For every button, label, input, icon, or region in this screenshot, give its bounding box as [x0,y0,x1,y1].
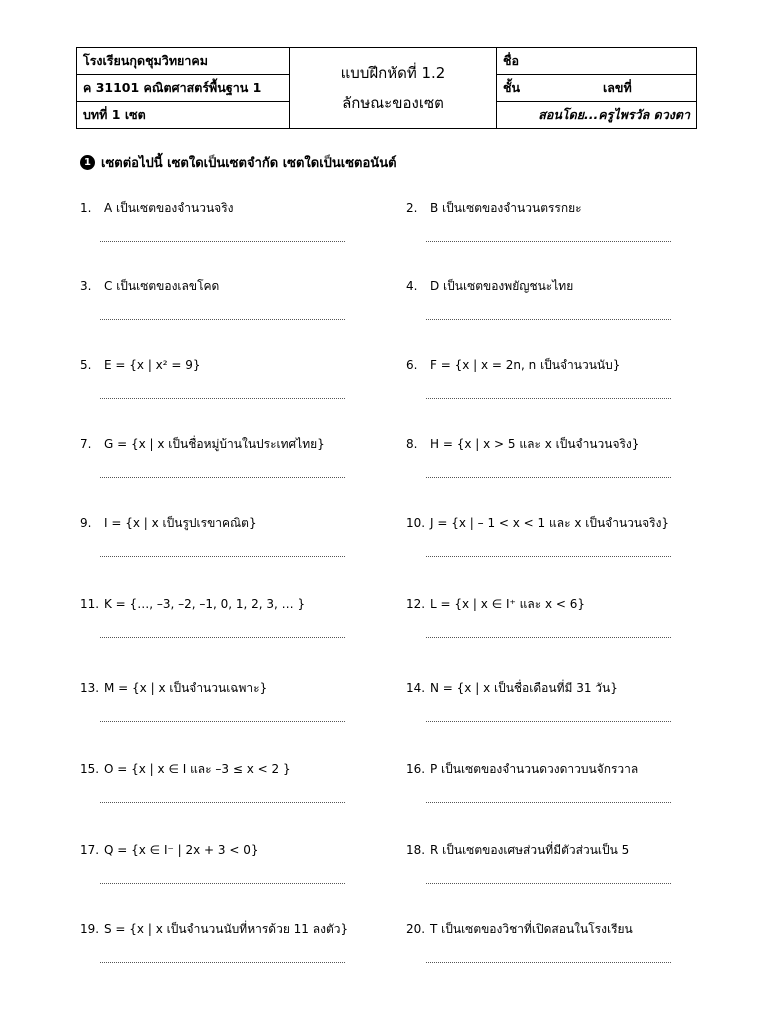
question-number: 3. [80,279,92,293]
question-number: 9. [80,516,92,530]
answer-line[interactable] [426,636,671,638]
answer-line[interactable] [100,555,345,557]
question-text: R เป็นเซตของเศษส่วนที่มีตัวส่วนเป็น 5 [430,843,630,857]
question-number: 6. [406,358,418,372]
exercise-title: แบบฝึกหัดที่ 1.2 [340,64,446,82]
question-text: G = {x | x เป็นชื่อหมู่บ้านในประเทศไทย} [104,437,325,451]
question-item [406,759,706,803]
question-number: 10. [406,516,426,530]
question-number: 18. [406,843,426,857]
question-item [80,594,380,638]
question-text: Q = {x ∈ I⁻ | 2x + 3 < 0} [104,843,259,857]
question-text: K = {…, –3, –2, –1, 0, 1, 2, 3, … } [104,597,306,611]
question-item [80,355,380,399]
instruction [80,152,397,173]
question-item [80,276,380,320]
name-label: ชื่อ [497,48,697,75]
course-name: ค 31101 คณิตศาสตร์พื้นฐาน 1 [77,75,290,102]
answer-line[interactable] [100,961,345,963]
question-number: 13. [80,681,100,695]
question-text: T เป็นเซตของวิชาที่เปิดสอนในโรงเรียน [430,922,633,936]
question-item [406,434,706,478]
answer-line[interactable] [426,318,671,320]
question-number: 7. [80,437,92,451]
question-text: S = {x | x เป็นจำนวนนับที่หารด้วย 11 ลงตัว} [104,922,349,936]
question-text: C เป็นเซตของเลขโคด [104,279,220,293]
question-number: 4. [406,279,418,293]
number-label: เลขที่ [603,80,632,95]
answer-line[interactable] [100,318,345,320]
answer-line[interactable] [426,882,671,884]
answer-line[interactable] [426,720,671,722]
question-item [80,678,380,722]
answer-line[interactable] [426,801,671,803]
question-number: 12. [406,597,426,611]
question-number: 17. [80,843,100,857]
answer-line[interactable] [100,476,345,478]
question-item [406,513,706,557]
question-text: A เป็นเซตของจำนวนจริง [104,201,234,215]
question-item [80,513,380,557]
question-text: H = {x | x > 5 และ x เป็นจำนวนจริง} [430,437,640,451]
question-number: 8. [406,437,418,451]
question-number: 15. [80,762,100,776]
chapter-name: บทที่ 1 เซต [77,102,290,129]
answer-line[interactable] [100,720,345,722]
question-number: 2. [406,201,418,215]
question-text: B เป็นเซตของจำนวนตรรกยะ [430,201,582,215]
grade-label: ชั้น [503,80,521,95]
answer-line[interactable] [100,882,345,884]
question-item [80,840,380,884]
question-item [406,919,706,963]
exercise-subtitle: ลักษณะของเซต [342,94,444,112]
question-text: F = {x | x = 2n, n เป็นจำนวนนับ} [430,358,621,372]
exercise-title-cell [290,48,497,129]
question-number: 19. [80,922,100,936]
answer-line[interactable] [100,240,345,242]
question-item [80,759,380,803]
numbered-bullet-icon: 1 [80,155,95,170]
answer-line[interactable] [426,240,671,242]
question-number: 1. [80,201,92,215]
question-number: 11. [80,597,100,611]
answer-line[interactable] [426,555,671,557]
answer-line[interactable] [100,801,345,803]
question-text: J = {x | – 1 < x < 1 และ x เป็นจำนวนจริง} [430,516,670,530]
question-text: D เป็นเซตของพยัญชนะไทย [430,279,574,293]
question-text: P เป็นเซตของจำนวนดวงดาวบนจักรวาล [430,762,639,776]
question-text: L = {x | x ∈ I⁺ และ x < 6} [430,597,586,611]
answer-line[interactable] [426,476,671,478]
question-text: I = {x | x เป็นรูปเรขาคณิต} [104,516,257,530]
question-item [80,434,380,478]
instruction-text: เซตต่อไปนี้ เซตใดเป็นเซตจำกัด เซตใดเป็นเซตอนันต์ [101,156,397,171]
question-item [80,919,380,963]
school-name: โรงเรียนกุดชุมวิทยาคม [77,48,290,75]
worksheet-header [76,47,697,129]
question-number: 14. [406,681,426,695]
question-number: 20. [406,922,426,936]
question-number: 16. [406,762,426,776]
question-text: E = {x | x² = 9} [104,358,201,372]
question-item [406,276,706,320]
answer-line[interactable] [426,961,671,963]
question-number: 5. [80,358,92,372]
question-text: N = {x | x เป็นชื่อเดือนที่มี 31 วัน} [430,681,618,695]
question-text: M = {x | x เป็นจำนวนเฉพาะ} [104,681,268,695]
teacher-name: สอนโดย...ครูไพรวัล ดวงตา [497,102,697,129]
question-item [406,594,706,638]
question-item [80,198,380,242]
question-item [406,840,706,884]
answer-line[interactable] [100,397,345,399]
question-item [406,678,706,722]
question-text: O = {x | x ∈ I และ –3 ≤ x < 2 } [104,762,291,776]
question-item [406,355,706,399]
grade-number-cell [497,75,697,102]
answer-line[interactable] [426,397,671,399]
question-item [406,198,706,242]
answer-line[interactable] [100,636,345,638]
